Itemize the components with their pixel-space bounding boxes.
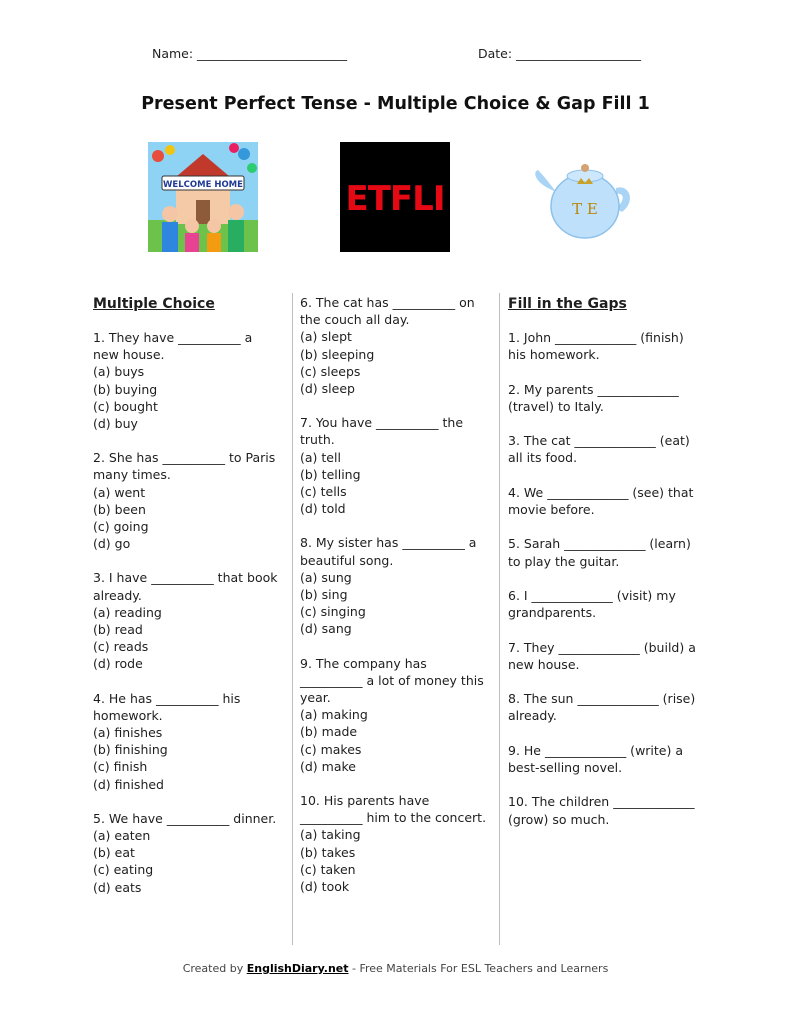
option-b: (b) read xyxy=(93,622,143,638)
question-9 xyxy=(300,655,493,775)
option-d: (d) make xyxy=(300,758,356,774)
footer-prefix: Created by xyxy=(182,962,247,975)
question-stem: 9. The company has __________ a lot of money this year. xyxy=(300,655,484,706)
option-a: (a) making xyxy=(300,707,368,723)
question-stem: 3. I have __________ that book already. xyxy=(93,570,278,603)
gap-item-8: 8. The sun _____________ (rise) already. xyxy=(508,691,696,724)
gap-item-4: 4. We _____________ (see) that movie before. xyxy=(508,484,694,517)
option-a: (a) finishes xyxy=(93,725,163,741)
option-d: (d) sleep xyxy=(300,381,355,397)
footer-credit xyxy=(0,962,791,975)
gap-item-10: 10. The children _____________ (grow) so much. xyxy=(508,794,695,827)
gap-fill-heading: Fill in the Gaps xyxy=(508,296,627,312)
option-a: (a) buys xyxy=(93,364,145,380)
netflix-logo-text: ETFLI xyxy=(345,179,445,219)
question-7 xyxy=(300,414,493,517)
option-a: (a) slept xyxy=(300,329,352,345)
gap-item-5: 5. Sarah _____________ (learn) to play the guitar. xyxy=(508,536,691,569)
gap-item-9: 9. He _____________ (write) a best-selling novel. xyxy=(508,742,683,775)
option-a: (a) reading xyxy=(93,604,162,620)
question-stem: 4. He has __________ his homework. xyxy=(93,690,241,723)
worksheet-title: Present Perfect Tense - Multiple Choice & Gap Fill 1 xyxy=(141,94,650,114)
option-c: (c) going xyxy=(93,519,149,535)
question-stem: 1. They have __________ a new house. xyxy=(93,330,253,363)
teapot-image xyxy=(530,142,640,252)
option-b: (b) buying xyxy=(93,381,158,397)
option-c: (c) bought xyxy=(93,398,158,414)
question-stem: 5. We have __________ dinner. xyxy=(93,810,277,826)
gap-item-1: 1. John _____________ (finish) his homework. xyxy=(508,330,684,363)
option-d: (d) sang xyxy=(300,621,352,637)
question-2 xyxy=(93,449,279,552)
gap-item-7: 7. They _____________ (build) a new house. xyxy=(508,639,696,672)
option-b: (b) telling xyxy=(300,466,361,482)
question-3 xyxy=(93,569,279,672)
question-5 xyxy=(93,810,279,896)
multiple-choice-column-1 xyxy=(93,295,279,913)
option-b: (b) finishing xyxy=(93,742,168,758)
question-stem: 7. You have __________ the truth. xyxy=(300,415,464,448)
date-field-line: Date: ____________________ xyxy=(478,46,642,61)
option-d: (d) buy xyxy=(93,416,138,432)
column-divider xyxy=(499,293,500,945)
option-d: (d) go xyxy=(93,536,131,552)
column-divider xyxy=(292,293,293,945)
option-b: (b) eat xyxy=(93,845,135,861)
welcome-home-family-image xyxy=(148,142,258,252)
option-d: (d) took xyxy=(300,879,350,895)
footer-brand-link[interactable]: EnglishDiary.net xyxy=(246,962,349,975)
option-c: (c) eating xyxy=(93,862,154,878)
question-stem: 10. His parents have __________ him to the concert. xyxy=(300,793,487,826)
option-a: (a) sung xyxy=(300,569,352,585)
name-field-line: Name: ________________________ xyxy=(152,46,348,61)
option-c: (c) tells xyxy=(300,484,347,500)
option-d: (d) told xyxy=(300,501,346,517)
question-stem: 8. My sister has __________ a beautiful song. xyxy=(300,535,477,568)
option-c: (c) finish xyxy=(93,759,148,775)
teapot-monogram: T E xyxy=(572,200,598,218)
question-stem: 2. She has __________ to Paris many times. xyxy=(93,450,276,483)
option-b: (b) takes xyxy=(300,844,356,860)
question-1 xyxy=(93,329,279,432)
multiple-choice-column-2 xyxy=(300,294,493,912)
option-c: (c) makes xyxy=(300,741,362,757)
question-stem: 6. The cat has __________ on the couch all day. xyxy=(300,295,475,328)
option-d: (d) rode xyxy=(93,656,143,672)
option-b: (b) sing xyxy=(300,587,348,603)
option-b: (b) been xyxy=(93,501,146,517)
gap-item-6: 6. I _____________ (visit) my grandparents. xyxy=(508,587,676,621)
option-c: (c) sleeps xyxy=(300,363,361,379)
option-a: (a) taking xyxy=(300,827,361,843)
option-a: (a) tell xyxy=(300,449,341,465)
question-8 xyxy=(300,534,493,637)
gap-item-3: 3. The cat _____________ (eat) all its food. xyxy=(508,433,690,466)
footer-suffix: - Free Materials For ESL Teachers and Learners xyxy=(348,962,609,975)
option-a: (a) went xyxy=(93,484,146,500)
question-10 xyxy=(300,792,493,895)
option-b: (b) made xyxy=(300,724,358,740)
gap-fill-column xyxy=(508,295,704,845)
gap-item-2: 2. My parents _____________ (travel) to Italy. xyxy=(508,381,679,414)
option-a: (a) eaten xyxy=(93,828,151,844)
question-6 xyxy=(300,294,493,397)
netflix-logo-image xyxy=(340,142,450,252)
option-d: (d) finished xyxy=(93,776,164,792)
welcome-banner-text: WELCOME HOME xyxy=(163,180,243,190)
option-c: (c) reads xyxy=(93,639,149,655)
option-d: (d) eats xyxy=(93,879,142,895)
multiple-choice-heading: Multiple Choice xyxy=(93,296,215,312)
option-c: (c) taken xyxy=(300,861,356,877)
option-c: (c) singing xyxy=(300,604,366,620)
question-4 xyxy=(93,690,279,793)
option-b: (b) sleeping xyxy=(300,346,375,362)
